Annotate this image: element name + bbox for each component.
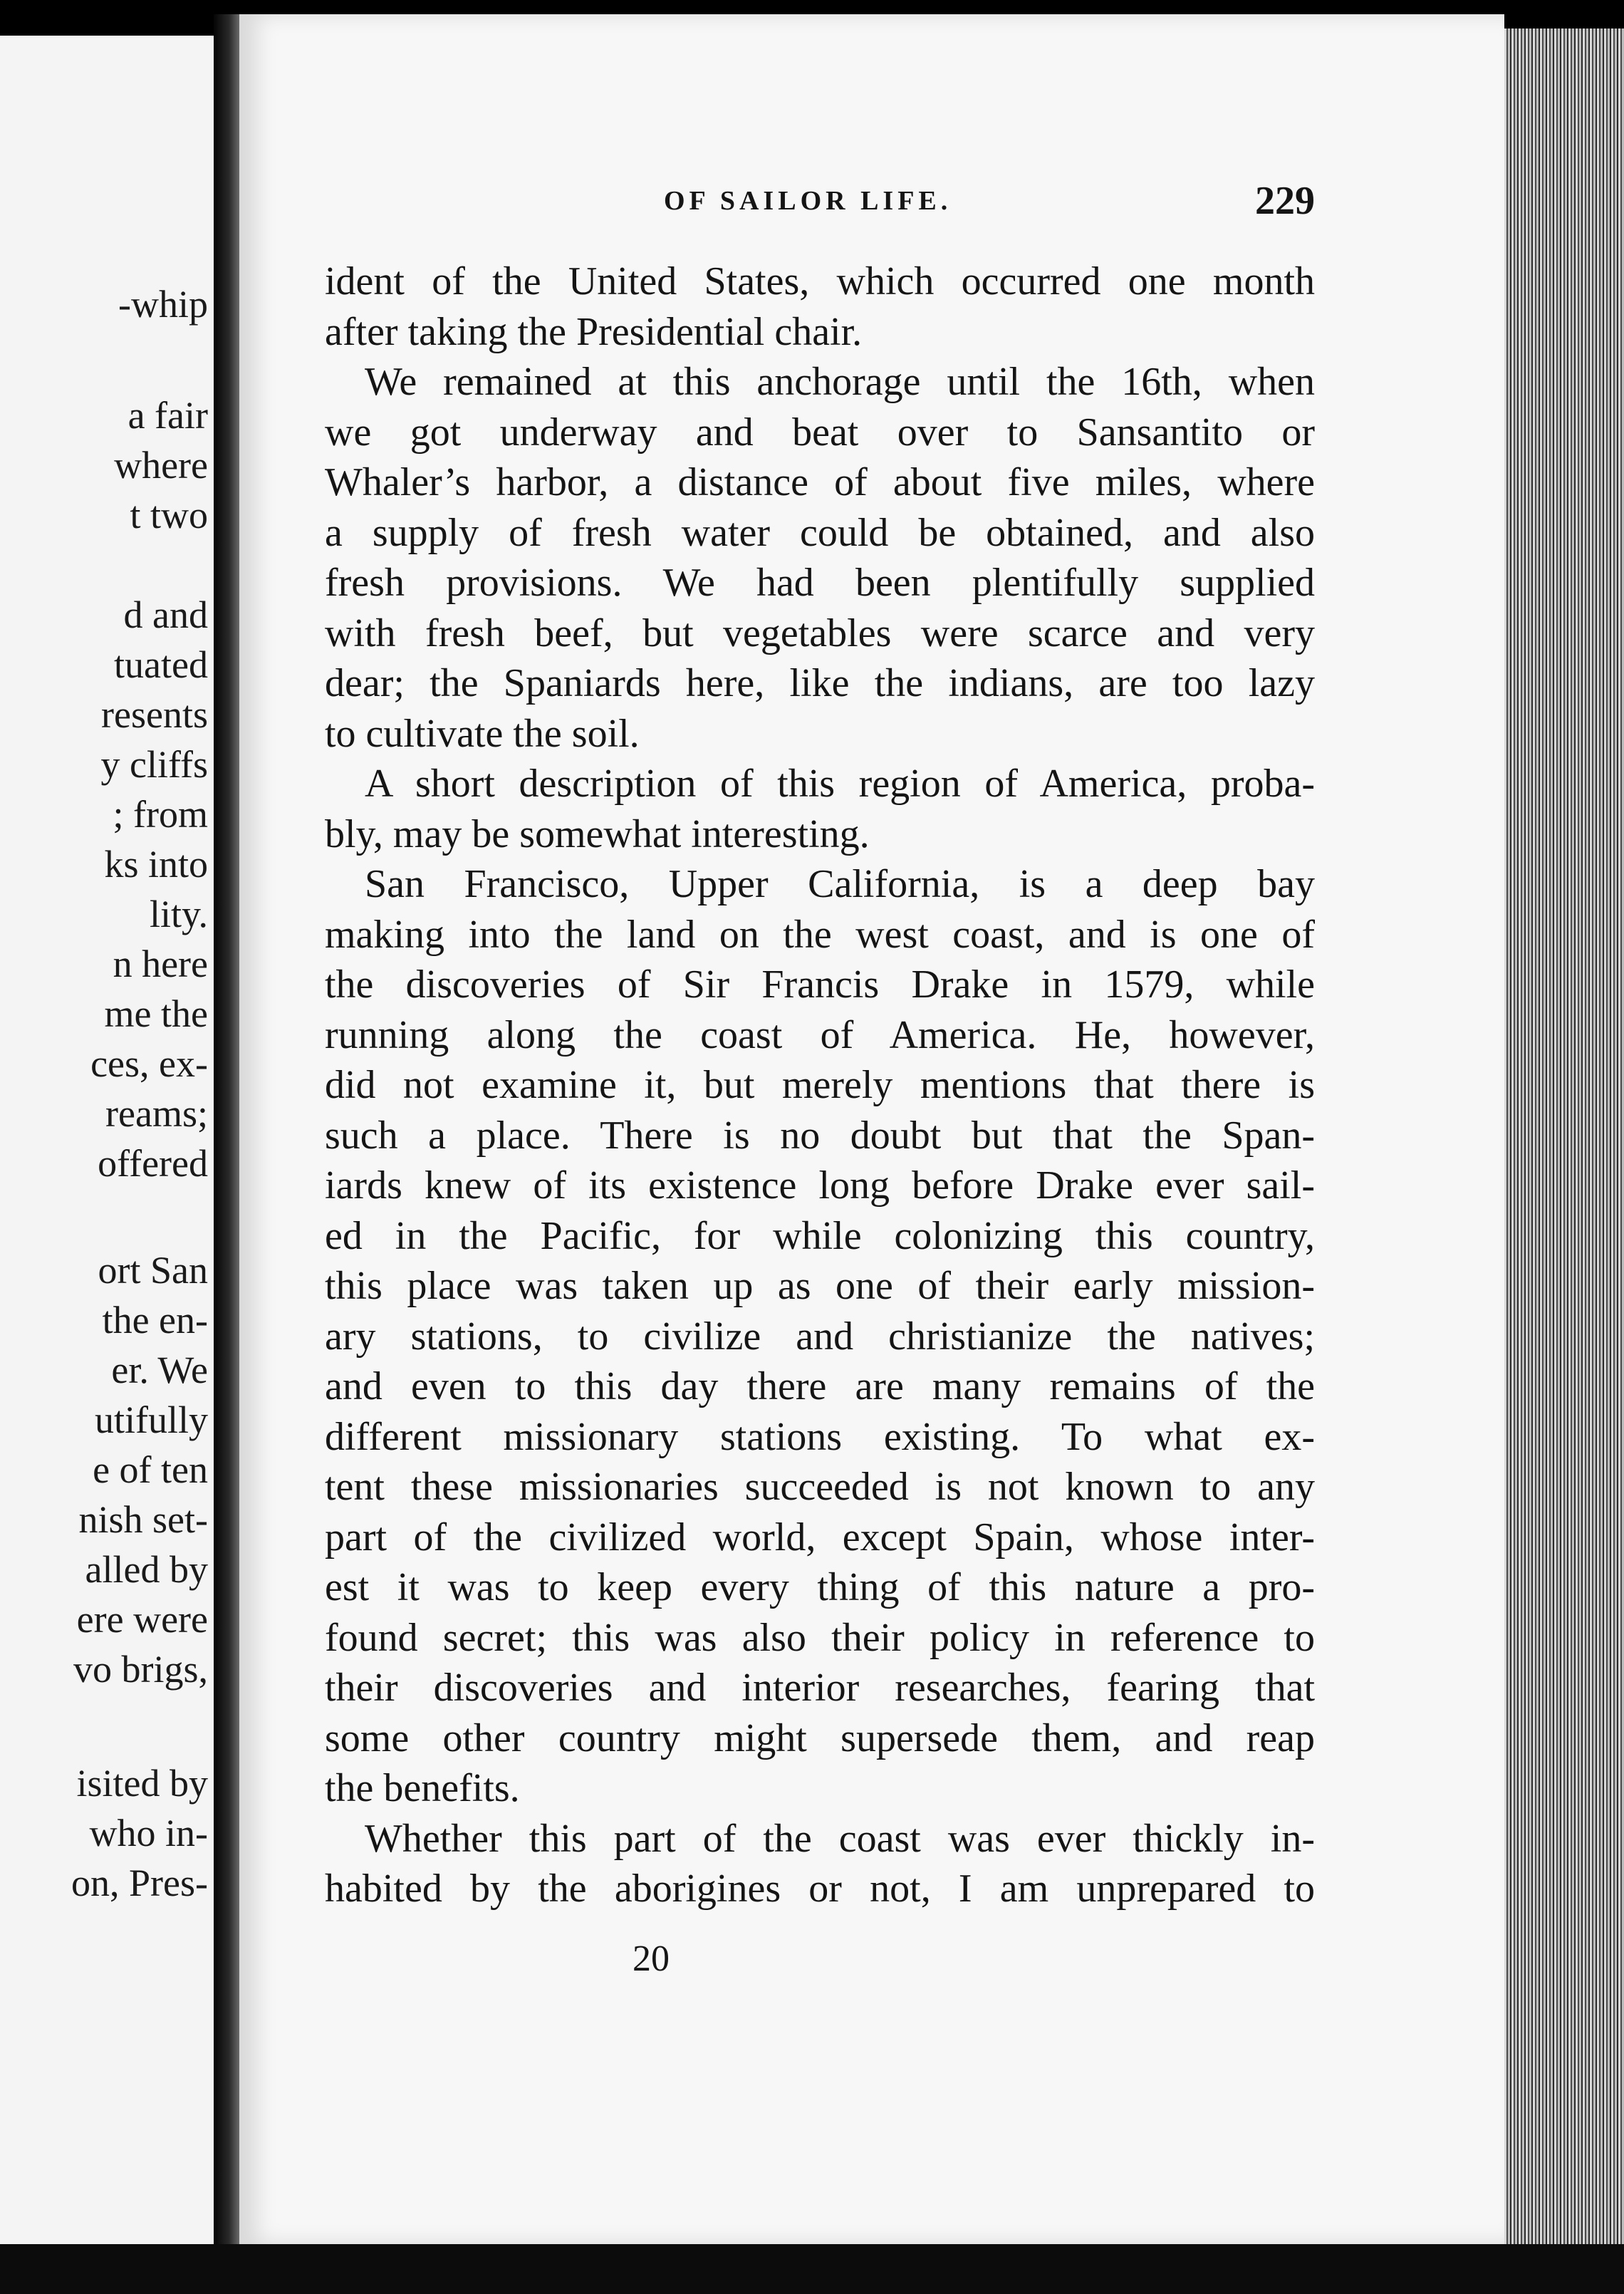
scan-bottom-edge — [0, 2244, 1624, 2294]
text-line: some other country might supersede them, and reap — [325, 1716, 1315, 1760]
text-line: making into the land on the west coast, and is one of — [325, 912, 1315, 957]
text-line: ed in the Pacific, for while colonizing this country, — [325, 1213, 1315, 1258]
left-fragment-line: offered — [98, 1142, 208, 1185]
text-line: dear; the Spaniards here, like the indians, are too lazy — [325, 661, 1315, 705]
left-fragment-line: where — [114, 444, 208, 487]
left-fragment-line: e of ten — [93, 1448, 208, 1491]
left-fragment-line: ks into — [104, 843, 208, 886]
book-gutter — [214, 14, 239, 2273]
left-fragment-line: lity. — [149, 893, 208, 935]
signature-mark: 20 — [633, 1939, 670, 1979]
text-line: and even to this day there are many remains of the — [325, 1364, 1315, 1408]
text-line: found secret; this was also their policy in reference to — [325, 1615, 1315, 1660]
left-fragment-line: me the — [104, 992, 208, 1035]
text-line: est it was to keep every thing of this nature a pro- — [325, 1565, 1315, 1609]
left-fragment-line: on, Pres- — [71, 1862, 208, 1904]
left-fragment-line: the en- — [102, 1299, 208, 1341]
text-line: the discoveries of Sir Francis Drake in 1579, while — [325, 962, 1315, 1007]
left-fragment-line: -whip — [118, 283, 208, 326]
left-fragment-line: er. We — [111, 1349, 208, 1391]
text-line: iards knew of its existence long before Drake ever sail- — [325, 1163, 1315, 1208]
left-fragment-line: a fair — [127, 394, 208, 437]
text-line: ident of the United States, which occurred one month — [325, 259, 1315, 303]
page-number: 229 — [1255, 179, 1315, 223]
text-line: the benefits. — [325, 1766, 520, 1810]
text-line: habited by the aborigines or not, I am unprepared to — [325, 1867, 1315, 1911]
left-fragment-line: t two — [130, 494, 208, 536]
text-line: bly, may be somewhat interesting. — [325, 811, 870, 856]
page-header — [325, 178, 1315, 228]
left-fragment-line: ort San — [98, 1249, 208, 1292]
text-line: to cultivate the soil. — [325, 711, 640, 756]
left-fragment-line: d and — [123, 593, 208, 636]
body-text — [325, 256, 1315, 1914]
text-line: after taking the Presidential chair. — [325, 309, 863, 354]
text-line: we got underway and beat over to Sansantito or — [325, 410, 1315, 455]
text-line: Whether this part of the coast was ever thickly in- — [365, 1816, 1315, 1861]
page-edges — [1504, 28, 1624, 2244]
text-line: A short description of this region of America, proba- — [365, 762, 1315, 806]
text-line: running along the coast of America. He, however, — [325, 1012, 1315, 1057]
text-line: ary stations, to civilize and christianize the natives; — [325, 1314, 1315, 1359]
text-line: We remained at this anchorage until the 16th, when — [365, 360, 1315, 404]
left-fragment-line: isited by — [76, 1762, 208, 1805]
left-fragment-line: alled by — [85, 1548, 208, 1591]
left-fragment-line: n here — [113, 943, 208, 985]
left-fragment-line: nish set- — [78, 1498, 208, 1541]
left-fragment-line: utifully — [95, 1398, 208, 1441]
left-fragment-line: ; from — [113, 793, 208, 836]
left-fragment-line: who in- — [89, 1812, 208, 1854]
text-line: different missionary stations existing. To what ex- — [325, 1414, 1315, 1459]
text-line: such a place. There is no doubt but that the Span- — [325, 1113, 1315, 1158]
running-head: OF SAILOR LIFE. — [664, 186, 952, 216]
text-line: with fresh beef, but vegetables were scarce and very — [325, 611, 1315, 655]
text-line: Whaler’s harbor, a distance of about five miles, where — [325, 460, 1315, 504]
left-fragment-line: ces, ex- — [90, 1042, 208, 1085]
text-line: their discoveries and interior researches, fearing that — [325, 1666, 1315, 1710]
left-fragment-line: ere were — [76, 1598, 208, 1641]
text-line: did not examine it, but merely mentions that there is — [325, 1063, 1315, 1107]
text-line: a supply of fresh water could be obtained, and also — [325, 510, 1315, 555]
left-fragment-line: reams; — [105, 1092, 208, 1135]
text-line: tent these missionaries succeeded is not known to any — [325, 1465, 1315, 1509]
facing-page-left — [0, 36, 214, 2251]
text-line: part of the civilized world, except Spain, whose inter- — [325, 1515, 1315, 1559]
text-line: fresh provisions. We had been plentifully supplied — [325, 561, 1315, 605]
left-fragment-line: y cliffs — [100, 743, 208, 786]
text-line: San Francisco, Upper California, is a deep bay — [365, 862, 1315, 906]
left-fragment-line: vo brigs, — [73, 1648, 208, 1691]
left-fragment-line: tuated — [114, 643, 208, 686]
left-fragment-line: resents — [101, 693, 208, 736]
text-line: this place was taken up as one of their early mission- — [325, 1264, 1315, 1308]
